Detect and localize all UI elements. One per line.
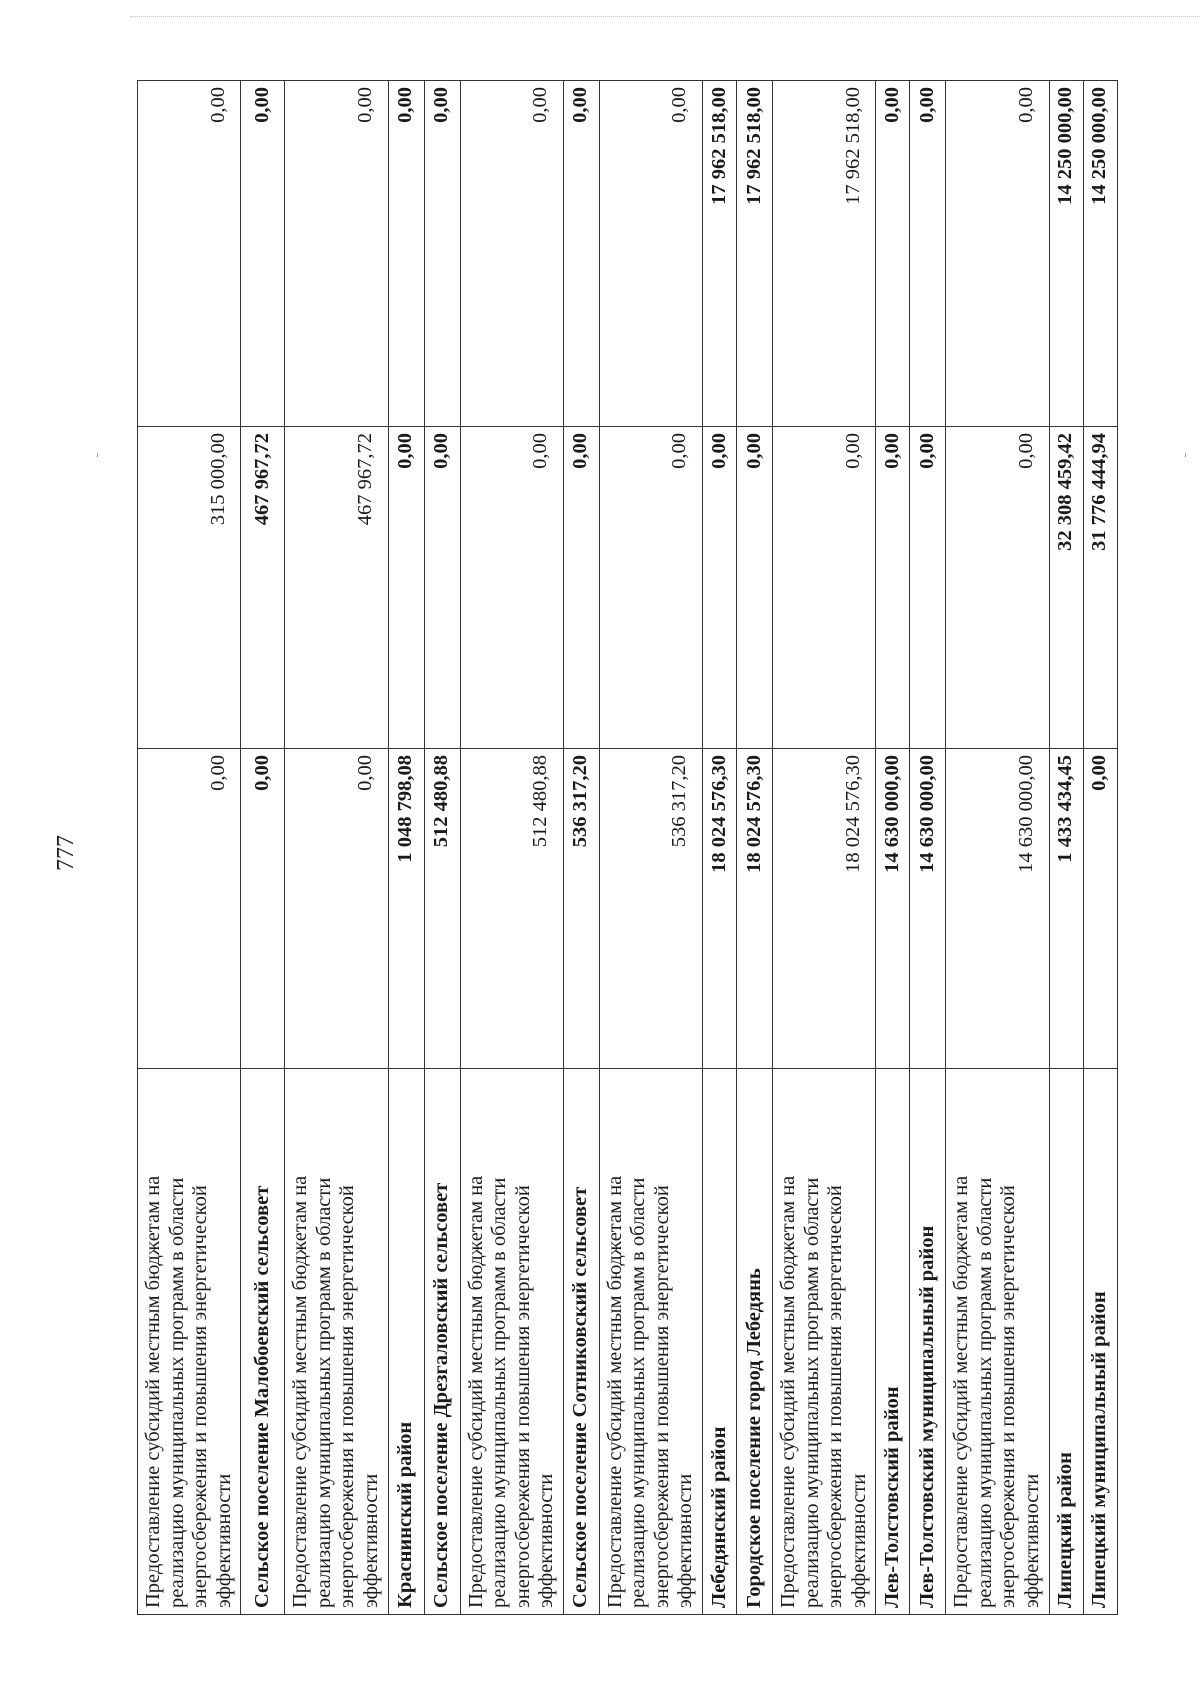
table-row: [1083, 81, 1117, 1615]
budget-table: [137, 80, 1118, 1615]
row-value-1: 0,00: [138, 749, 241, 1069]
row-value-2: 0,00: [424, 427, 460, 749]
row-value-2: 0,00: [876, 427, 910, 749]
row-value-3: 17 962 518,00: [773, 81, 876, 427]
budget-table-rotated: [137, 81, 1111, 1615]
row-name: Предоставление субсидий местным бюджетам на реализацию муниципальных программ в области энергосбережения и повышения энергетической эффективности: [460, 1069, 563, 1615]
row-name: Сельское поселение Дрезгаловский сельсовет: [424, 1069, 460, 1615]
row-value-3: 14 250 000,00: [1083, 81, 1117, 427]
row-value-2: 315 000,00: [138, 427, 241, 749]
table-row: [1049, 81, 1083, 1615]
row-name: Липецкий район: [1049, 1069, 1083, 1615]
row-name: Предоставление субсидий местным бюджетам на реализацию муниципальных программ в области энергосбережения и повышения энергетической эффективности: [946, 1069, 1049, 1615]
row-value-3: 0,00: [285, 81, 388, 427]
row-value-1: 1 048 798,08: [388, 749, 424, 1069]
row-name: Краснинский район: [388, 1069, 424, 1615]
row-name: Предоставление субсидий местным бюджетам на реализацию муниципальных программ в области энергосбережения и повышения энергетической эффективности: [599, 1069, 702, 1615]
table-row: [388, 81, 424, 1615]
scan-mark: [97, 453, 98, 457]
table-row: [285, 81, 388, 1615]
row-value-2: 467 967,72: [285, 427, 388, 749]
table-row: [460, 81, 563, 1615]
table-row: [241, 81, 285, 1615]
row-value-1: 0,00: [1083, 749, 1117, 1069]
row-value-3: 14 250 000,00: [1049, 81, 1083, 427]
row-name: Лев-Толстовский муниципальный район: [910, 1069, 946, 1615]
table-row: [703, 81, 737, 1615]
row-value-3: 0,00: [388, 81, 424, 427]
scan-mark: [1185, 453, 1186, 457]
row-value-3: 17 962 518,00: [703, 81, 737, 427]
row-value-2: 467 967,72: [241, 427, 285, 749]
table-row: [737, 81, 773, 1615]
row-value-1: 512 480,88: [460, 749, 563, 1069]
row-value-2: 0,00: [910, 427, 946, 749]
row-value-3: 0,00: [946, 81, 1049, 427]
row-name: Предоставление субсидий местным бюджетам на реализацию муниципальных программ в области энергосбережения и повышения энергетической эффективности: [285, 1069, 388, 1615]
row-name: Лебедянский район: [703, 1069, 737, 1615]
row-value-1: 1 433 434,45: [1049, 749, 1083, 1069]
row-value-3: 0,00: [910, 81, 946, 427]
row-value-3: 17 962 518,00: [737, 81, 773, 427]
row-value-1: 18 024 576,30: [773, 749, 876, 1069]
row-value-3: 0,00: [599, 81, 702, 427]
row-name: Городское поселение город Лебедянь: [737, 1069, 773, 1615]
row-value-2: 0,00: [737, 427, 773, 749]
table-row: [910, 81, 946, 1615]
table-row: [946, 81, 1049, 1615]
row-name: Липецкий муниципальный район: [1083, 1069, 1117, 1615]
row-value-3: 0,00: [460, 81, 563, 427]
scan-top-edge: [130, 16, 1200, 17]
row-value-2: 32 308 459,42: [1049, 427, 1083, 749]
row-value-3: 0,00: [138, 81, 241, 427]
row-name: Лев-Толстовский район: [876, 1069, 910, 1615]
row-value-2: 0,00: [703, 427, 737, 749]
row-value-2: 0,00: [773, 427, 876, 749]
table-row: [138, 81, 241, 1615]
row-name: Предоставление субсидий местным бюджетам на реализацию муниципальных программ в области энергосбережения и повышения энергетической эффективности: [773, 1069, 876, 1615]
row-value-1: 18 024 576,30: [737, 749, 773, 1069]
page-number: 777: [53, 835, 79, 871]
row-value-2: 0,00: [460, 427, 563, 749]
row-value-3: 0,00: [876, 81, 910, 427]
row-value-2: 0,00: [599, 427, 702, 749]
table-row: [876, 81, 910, 1615]
row-name: Сельское поселение Сотниковский сельсовет: [563, 1069, 599, 1615]
row-value-1: 536 317,20: [563, 749, 599, 1069]
row-value-1: 536 317,20: [599, 749, 702, 1069]
row-value-1: 0,00: [285, 749, 388, 1069]
row-value-2: 0,00: [388, 427, 424, 749]
row-value-1: 512 480,88: [424, 749, 460, 1069]
row-value-2: 0,00: [946, 427, 1049, 749]
row-name: Предоставление субсидий местным бюджетам на реализацию муниципальных программ в области энергосбережения и повышения энергетической эффективности: [138, 1069, 241, 1615]
table-row: [773, 81, 876, 1615]
row-value-3: 0,00: [563, 81, 599, 427]
table-row: [563, 81, 599, 1615]
row-value-1: 14 630 000,00: [876, 749, 910, 1069]
row-value-1: 14 630 000,00: [910, 749, 946, 1069]
row-value-1: 18 024 576,30: [703, 749, 737, 1069]
row-value-1: 14 630 000,00: [946, 749, 1049, 1069]
table-row: [424, 81, 460, 1615]
row-value-2: 31 776 444,94: [1083, 427, 1117, 749]
row-value-3: 0,00: [241, 81, 285, 427]
row-name: Сельское поселение Малобоевский сельсовет: [241, 1069, 285, 1615]
table-row: [599, 81, 702, 1615]
row-value-3: 0,00: [424, 81, 460, 427]
row-value-1: 0,00: [241, 749, 285, 1069]
row-value-2: 0,00: [563, 427, 599, 749]
